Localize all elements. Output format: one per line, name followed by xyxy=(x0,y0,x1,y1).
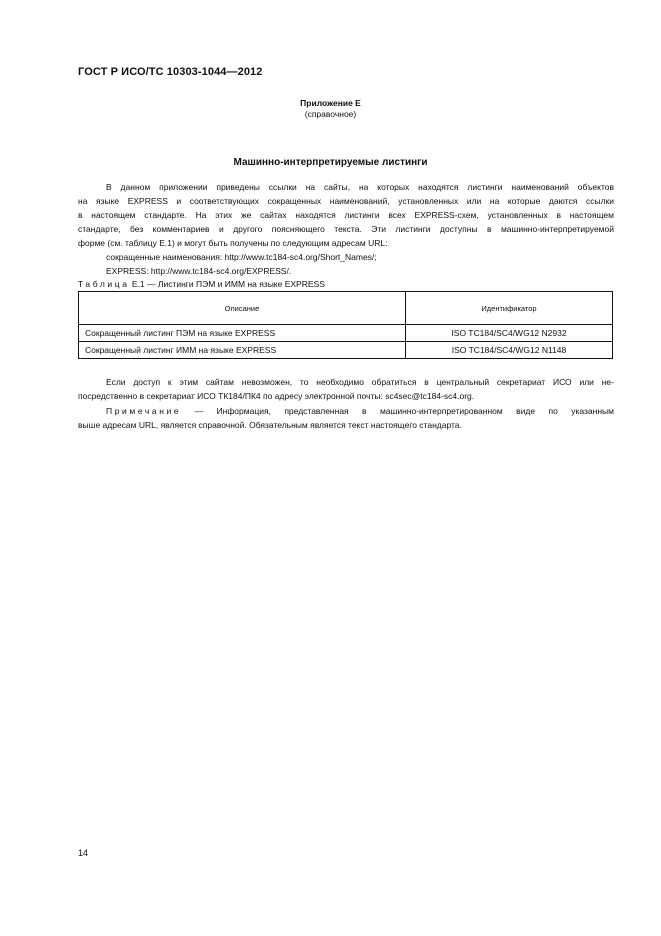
annex-subtitle: (справочное) xyxy=(304,109,357,119)
intro-line: на языке EXPRESS и соответствующих сокращенных наименований, установленных или на которые даются ссылки xyxy=(78,196,614,206)
short-names-url: сокращенные наименования: http://www.tc184-sc4.org/Short_Names/; xyxy=(106,252,377,262)
intro-line: стандарте, без комментариев и другого поясняющего текста. Эти листинги доступны в машинно-интерпретируемой xyxy=(78,224,614,234)
intro-line: форме (см. таблицу Е.1) и могут быть получены по следующим адресам URL: xyxy=(78,238,388,248)
access-line: посредственно в секретариат ИСО ТК184/ПК4 по адресу электронной почты: sc4sec@tc184-sc4.org. xyxy=(78,391,475,401)
page-number: 14 xyxy=(78,848,89,858)
table-caption-text: Е.1 — Листинги ПЭМ и ИММ на языке EXPRESS xyxy=(131,279,325,289)
express-url: EXPRESS: http://www.tc184-sc4.org/EXPRESS/. xyxy=(106,266,292,276)
note-line: выше адресам URL, является справочной. Обязательным является текст настоящего стандарта. xyxy=(78,420,462,430)
listings-table xyxy=(78,291,613,359)
note-line xyxy=(78,404,614,418)
row-description: Сокращенный листинг ИММ на языке EXPRESS xyxy=(79,342,406,359)
row-identifier: ISO TC184/SC4/WG12 N1148 xyxy=(406,342,613,359)
header-description: Описание xyxy=(79,292,406,325)
row-description: Сокращенный листинг ПЭМ на языке EXPRESS xyxy=(79,325,406,342)
note-paragraph xyxy=(78,404,614,432)
document-header: ГОСТ Р ИСО/ТС 10303-1044—2012 xyxy=(78,66,263,78)
intro-line: В данном приложении приведены ссылки на сайты, на которых находятся листинги наименований объектов xyxy=(106,182,614,192)
table-row xyxy=(79,325,613,342)
section-title: Машинно-интерпретируемые листинги xyxy=(233,157,428,168)
table-caption xyxy=(78,279,325,290)
note-label: Примечание xyxy=(106,406,182,416)
row-identifier: ISO TC184/SC4/WG12 N2932 xyxy=(406,325,613,342)
intro-paragraph xyxy=(78,180,614,278)
header-identifier: Идентификатор xyxy=(406,292,613,325)
table-header-row xyxy=(79,292,613,325)
annex-label: Приложение Е xyxy=(300,98,361,108)
access-line: Если доступ к этим сайтам невозможен, то необходимо обратиться в центральный секретариат ИСО или не- xyxy=(106,377,614,387)
table-row xyxy=(79,342,613,359)
annex-title xyxy=(0,98,661,120)
table-caption-label: Таблица xyxy=(78,279,130,289)
access-paragraph xyxy=(78,375,614,403)
note-text: — Информация, представленная в машинно-интерпретированном виде по указанным xyxy=(194,406,614,416)
intro-line: в настоящем стандарте. На этих же сайтах находятся листинги всех EXPRESS-схем, установленных в настоящем xyxy=(78,210,614,220)
